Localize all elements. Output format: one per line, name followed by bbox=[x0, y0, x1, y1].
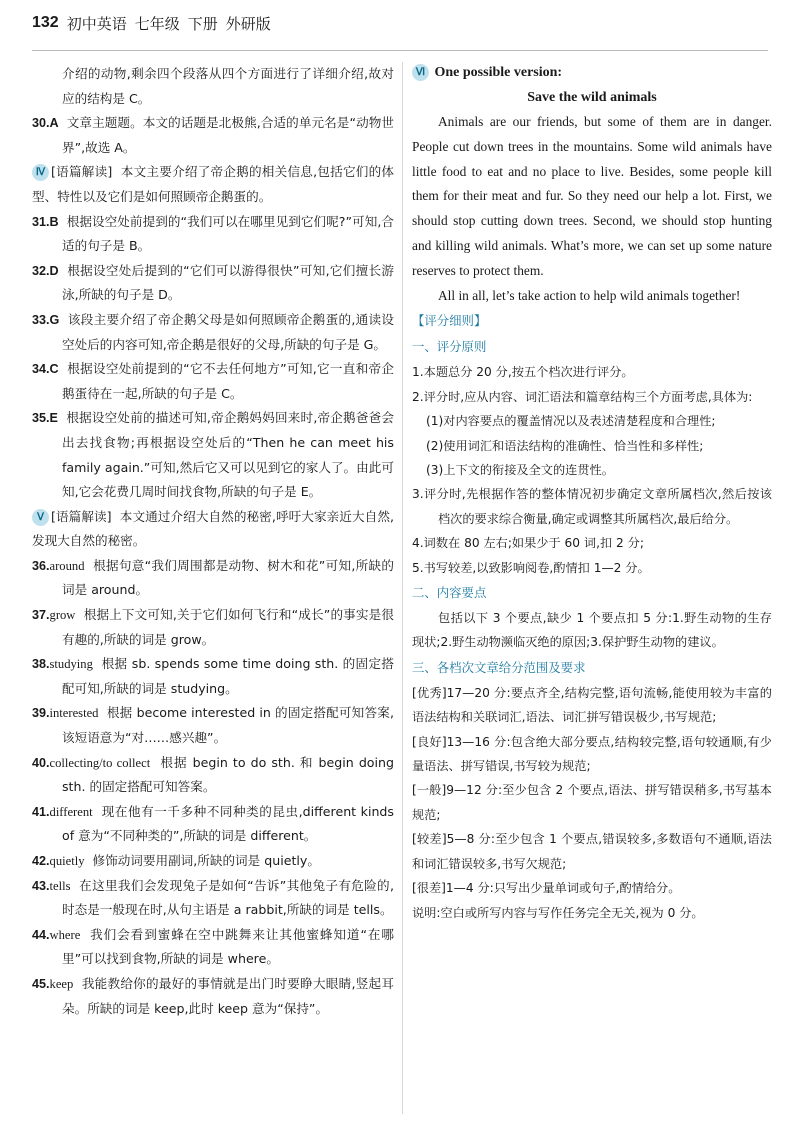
header-rule bbox=[32, 50, 768, 51]
rubric-item-2: 2.评分时,应从内容、词汇语法和篇章结构三个方面考虑,具体为: bbox=[412, 389, 753, 404]
answer-42: 42.quietly 修饰动词要用副词,所缺的词是 quietly。 bbox=[32, 853, 320, 868]
intro-continuation: 介绍的动物,剩余四个段落从四个方面进行了详细介绍,故对应的结构是 C。 bbox=[62, 66, 394, 106]
rubric-heading-points: 二、内容要点 bbox=[412, 585, 487, 601]
grade-very-poor: [很差]1—4 分:只写出少量单词或句子,酌情给分。 bbox=[412, 881, 681, 896]
content-points: 包括以下 3 个要点,缺少 1 个要点扣 5 分:1.野生动物的生存现状;2.野生动物濒临灭绝的原因;3.保护野生动物的建议。 bbox=[412, 611, 772, 650]
answer-37: 37.grow 根据上下文可知,关于它们如何飞行和“成长”的事实是很有趣的,所缺的词是 grow。 bbox=[32, 607, 394, 647]
answer-39: 39.interested 根据 become interested in 的固定搭配可知答案,该短语意为“对……感兴趣”。 bbox=[32, 705, 394, 746]
book-subject: 初中英语 bbox=[66, 14, 127, 33]
grade-excellent: [优秀]17—20 分:要点齐全,结构完整,语句流畅,能使用较为丰富的语法结构和关联词汇,语法、词汇拼写错误极少,书写规范; bbox=[412, 685, 772, 725]
rubric-item-3: 3.评分时,先根据作答的整体情况初步确定文章所属档次,然后按该档次的要求综合衡量,确定或调整其所属档次,最后给分。 bbox=[412, 487, 772, 526]
page-number: 132 bbox=[32, 14, 59, 31]
book-grade: 七年级 bbox=[134, 14, 180, 33]
section-badge-iv: Ⅳ bbox=[32, 164, 49, 181]
left-column bbox=[32, 62, 394, 1021]
answer-38: 38.studying 根据 sb. spends some time doing sth. 的固定搭配可知,所缺的词是 studying。 bbox=[32, 656, 394, 696]
grade-average: [一般]9—12 分:至少包含 2 个要点,语法、拼写错误稍多,书写基本规范; bbox=[412, 783, 772, 822]
right-column bbox=[412, 62, 772, 925]
section-v-reading: Ⅴ [语篇解读] 本文通过介绍大自然的秘密,呼吁大家亲近大自然,发现大自然的秘密。 bbox=[32, 508, 394, 549]
section-iv-reading: Ⅳ [语篇解读] 本文主要介绍了帝企鹅的相关信息,包括它们的体型、特性以及它们是如何照顾帝企鹅蛋的。 bbox=[32, 164, 394, 204]
answer-43: 43.tells 在这里我们会发现兔子是如何“告诉”其他兔子有危险的,时态是一般现在时,从句主语是 a rabbit,所缺的词是 tells。 bbox=[32, 877, 394, 918]
book-publisher: 外研版 bbox=[225, 14, 271, 33]
essay-title: Save the wild animals bbox=[527, 90, 657, 105]
book-volume: 下册 bbox=[187, 14, 218, 33]
column-divider bbox=[402, 62, 403, 1114]
answer-40: 40.collecting/to collect 根据 begin to do sth. 和 begin doing sth. 的固定搭配可知答案。 bbox=[32, 754, 394, 795]
answer-35: 35.E 根据设空处前的描述可知,帝企鹅妈妈回来时,帝企鹅爸爸会出去找食物;再根据设空处后的“Then he can meet his family again.”可知,然后它又可以见到它的家人了。由此可知,它会花费几周时间找食物,所缺的句子是 E。 bbox=[32, 410, 394, 500]
section-vi-heading: Ⅵ One possible version: bbox=[412, 62, 772, 84]
rubric-item-2b: (2)使用词汇和语法结构的准确性、恰当性和多样性; bbox=[426, 438, 704, 453]
rubric-item-5: 5.书写较差,以致影响阅卷,酌情扣 1—2 分。 bbox=[412, 560, 650, 575]
section-badge-vi: Ⅵ bbox=[412, 64, 429, 81]
rubric-item-2a: (1)对内容要点的覆盖情况以及表述清楚程度和合理性; bbox=[426, 414, 716, 429]
answer-44: 44.where 我们会看到蜜蜂在空中跳舞来让其他蜜蜂知道“在哪里”可以找到食物,所缺的词是 where。 bbox=[32, 926, 394, 967]
rubric-title: 【评分细则】 bbox=[412, 313, 487, 329]
answer-31: 31.B 根据设空处前提到的“我们可以在哪里见到它们呢?”可知,合适的句子是 B。 bbox=[32, 213, 394, 254]
page-header bbox=[32, 8, 768, 38]
essay-paragraph-2: All in all, let’s take action to help wild animals together! bbox=[438, 287, 741, 303]
rubric-item-2c: (3)上下文的衔接及全文的连贯性。 bbox=[426, 463, 614, 477]
grade-poor: [较差]5—8 分:至少包含 1 个要点,错误较多,多数语句不通顺,语法和词汇错误较多,书写欠规范; bbox=[412, 832, 772, 871]
rubric-heading-principles: 一、评分原则 bbox=[412, 339, 487, 355]
answer-33: 33.G 该段主要介绍了帝企鹅父母是如何照顾帝企鹅蛋的,通读设空处后的内容可知,帝企鹅是很好的父母,所缺的句子是 G。 bbox=[32, 311, 394, 352]
answer-32: 32.D 根据设空处后提到的“它们可以游得很快”可知,它们擅长游泳,所缺的句子是 D。 bbox=[32, 262, 394, 303]
essay-paragraph-1: Animals are our friends, but some of them are in danger. People cut down trees in the mountains. Some wild animals have little food to eat and no place to live. Besides, some people kill them for their meat and fur. So they need our help a lot. First, we should stop cutting down trees. Second, we should stop hunting and killing wild animals. What’s more, we can set up some nature reserves to protect them. bbox=[412, 114, 772, 278]
answer-30: 30.A 文章主题题。本文的话题是北极熊,合适的单元名是“动物世界”,故选 A。 bbox=[32, 115, 394, 155]
answer-34: 34.C 根据设空处前提到的“它不去任何地方”可知,它一直和帝企鹅蛋待在一起,所缺的句子是 C。 bbox=[32, 361, 394, 401]
section-badge-v: Ⅴ bbox=[32, 509, 49, 526]
answer-41: 41.different 现在他有一千多种不同种类的昆虫,different kinds of 意为“不同种类的”,所缺的词是 different。 bbox=[32, 803, 394, 844]
rubric-heading-grades: 三、各档次文章给分范围及要求 bbox=[412, 659, 586, 675]
rubric-item-1: 1.本题总分 20 分,按五个档次进行评分。 bbox=[412, 365, 634, 380]
answer-36: 36.around 根据句意“我们周围都是动物、树木和花”可知,所缺的词是 around。 bbox=[32, 557, 394, 598]
rubric-item-4: 4.词数在 80 左右;如果少于 60 词,扣 2 分; bbox=[412, 536, 644, 551]
answer-45: 45.keep 我能教给你的最好的事情就是出门时要睁大眼睛,竖起耳朵。所缺的词是 keep,此时 keep 意为“保持”。 bbox=[32, 975, 394, 1016]
rubric-note: 说明:空白或所写内容与写作任务完全无关,视为 0 分。 bbox=[412, 905, 704, 920]
grade-good: [良好]13—16 分:包含绝大部分要点,结构较完整,语句较通顺,有少量语法、拼写错误,书写较为规范; bbox=[412, 734, 772, 774]
